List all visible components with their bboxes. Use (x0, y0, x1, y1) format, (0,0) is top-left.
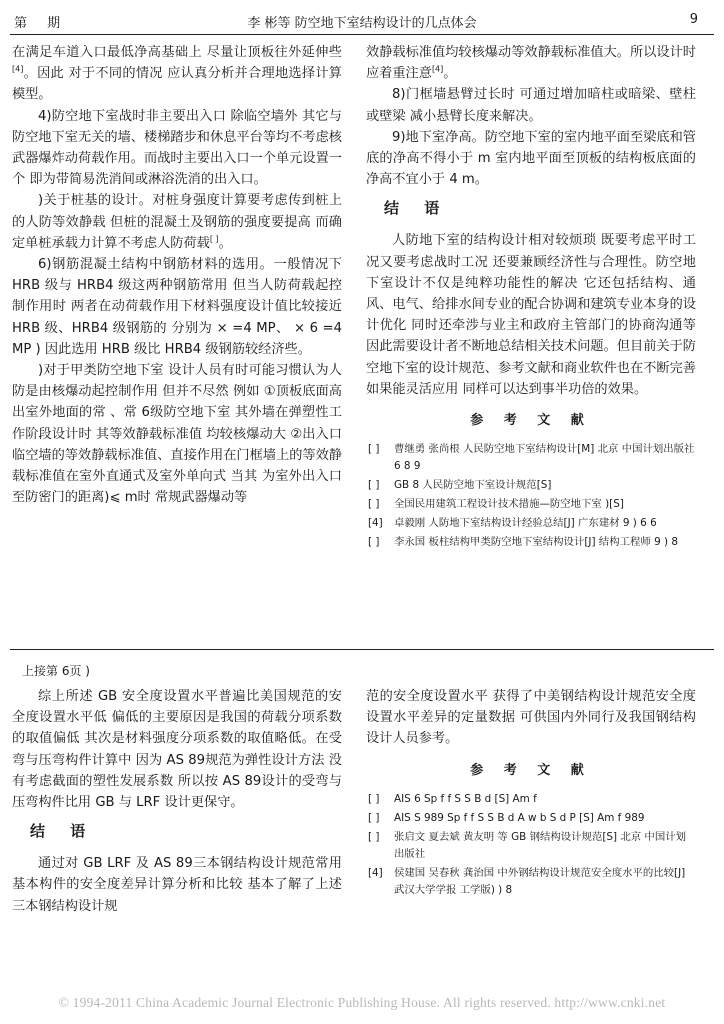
reference-number: [ ] (368, 479, 380, 492)
reference-number: [ ] (368, 792, 380, 805)
reference-text: 侯建国 吴春秋 龚治国 中外钢结构设计规范安全度水平的比较[J] 武汉大学学报 工学版) ) 8 (394, 866, 686, 896)
reference-number: [ ] (368, 811, 380, 824)
paragraph-text-tail: 。 (443, 66, 457, 82)
paragraph (12, 360, 342, 508)
reference-number: [ ] (368, 443, 380, 456)
copyright-footer: © 1994-2011 China Academic Journal Electronic Publishing House. All rights reserved. http://www.cnki.net (58, 995, 666, 1010)
citation-marker: [4] (431, 64, 444, 74)
reference-text: 曹继勇 张尚根 人民防空地下室结构设计[M] 北京 中国计划出版社 6 8 9 (394, 443, 695, 473)
paragraph-text-tail: 。 (218, 235, 232, 251)
reference-number: [4] (368, 517, 383, 530)
paragraph (12, 254, 342, 360)
reference-text: 全国民用建筑工程设计技术措施—防空地下室 )[S] (394, 498, 624, 511)
paragraph-text: 6)钢筋混凝土结构中钢筋材料的选用。一般情况下 HRB 级与 HRB4 级这两种钢筋常用 但当人防荷载起控制作用时 两者在动荷载作用下材料强度设计值比较接近 HRB 级、HRB4 级钢筋的 分别为 × =4 MP、 × 6 =4 MP ) 因此选用 HRB 级比 HRB4 级钢筋较经济些。 (12, 257, 342, 357)
conclusion-paragraph: 人防地下室的结构设计相对较烦琐 既要考虑平时工况又要考虑战时工况 还要兼顾经济性与合理性。防空地下室设计不仅是纯粹功能性的解决 它还包括结构、通风、电气、给排水间专业的配合协调和建筑专业本身的设计优化 同时还牵涉与业主和政府主管部门的协商沟通等 因此需要设计者不断地总结相关技术问题。但目前关于防空地下室的设计规范、参考文献和商业软件也在不断完善 如果能灵活应用 同样可以达到事半功倍的效果。 (366, 233, 696, 397)
paragraph-text: 综上所述 GB 安全度设置水平普遍比美国规范的安全度设置水平低 偏低的主要原因是我国的荷载分项系数的取值偏低 其次是材料强度分项系数的取值略低。在受弯与压弯构件计算中 因为 AS 89规范为弹性设计方法 没有考虑截面的塑性发展系数 所以按 AS 89设计的受弯与压弯构件比用 GB 与 LRF 设计更保守。 (12, 689, 342, 811)
reference-text: GB 8 人民防空地下室设计规范[S] (394, 479, 552, 492)
reference-entry (366, 791, 696, 808)
paragraph (366, 84, 696, 126)
reference-text: 李永国 板柱结构甲类防空地下室结构设计[J] 结构工程师 9 ) 8 (394, 536, 678, 549)
reference-entry (366, 534, 696, 551)
citation-marker: [4] (12, 64, 24, 74)
paragraph-text: )关于桩基的设计。对桩身强度计算要考虑传到桩上的人防等效静载 但桩的混凝土及钢筋的强度要提高 而确定单桩承载力计算不考虑人防荷载 (12, 193, 342, 251)
reference-entry (366, 829, 696, 863)
paragraph-text: 4)防空地下室战时非主要出入口 除临空墙外 其它与防空地下室无关的墙、楼梯踏步和休息平台等均不考虑核武器爆炸动荷载作用。而战时主要出入口一个单元设置一个 即为带简易洗消间或淋浴洗消的出入口。 (12, 108, 342, 188)
reference-text: 张启文 夏去斌 黄友明 等 GB 钢结构设计规范[S] 北京 中国计划出版社 (394, 830, 686, 860)
page-number: 9 (689, 12, 698, 27)
conclusion-heading: 结 语 (384, 199, 450, 218)
continuation-label: 上接第 6页 ) (22, 664, 90, 678)
reference-entry (366, 441, 696, 475)
section-divider (10, 649, 714, 650)
bottom-references-list (366, 791, 696, 899)
paragraph (12, 686, 342, 813)
paragraph (366, 42, 696, 84)
paragraph-text: 8)门框墙悬臂过长时 可通过增加暗柱或暗梁、壁柱或壁梁 减小悬臂长度来解决。 (366, 87, 696, 124)
paragraph-text-tail: 。因此 对于不同的情况 应认真分析并合理地选择计算模型。 (12, 66, 342, 103)
paragraph-text: 9)地下室净高。防空地下室的室内地平面至梁底和管底的净高不得小于 m 室内地平面至顶板的结构板底面的净高不宜小于 4 m。 (366, 129, 696, 188)
paragraph (12, 42, 342, 106)
references-heading: 参 考 文 献 (470, 413, 592, 429)
issue-label: 第 期 (14, 16, 69, 31)
reference-text: AIS 6 Sp f f S S B d [S] Am f (394, 792, 537, 805)
reference-text: 卓毅刚 人防地下室结构设计经验总结[J] 广东建材 9 ) 6 6 (394, 517, 657, 530)
bottom-conclusion-paragraph: 通过对 GB LRF 及 AS 89三本钢结构设计规范常用基本构件的安全度差异计算分析和比较 基本了解了上述三本钢结构设计规 (12, 856, 342, 914)
running-header (10, 8, 714, 35)
bottom-right-paragraphs (366, 686, 696, 750)
top-right-paragraphs (366, 42, 696, 190)
paragraph (366, 127, 696, 191)
bottom-conclusion-heading: 结 语 (30, 822, 96, 841)
paragraph-text: )对于甲类防空地下室 设计人员有时可能习惯认为人防是由核爆动起控制作用 但并不尽然 例如 ①顶板底面高出室外地面的常 、常 6级防空地下室 其外墙在弹塑性工作阶段设计时 其等效静载标准值 均较核爆动大 ②出入口临空墙的等效静载标准值、直接作用在门框墙上的等效静载标准值在室外直通式及室外单向式 当其 为室外出入口至防密门的距离)⩽ m时 常规武器爆动等 (12, 363, 342, 506)
paragraph-text: 在满足车道入口最低净高基础上 尽量让顶板往外延伸些 (12, 45, 342, 60)
citation-marker: [ ] (209, 234, 219, 244)
bottom-left-paragraphs (12, 686, 342, 813)
paragraph-text: 范的安全度设置水平 获得了中美钢结构设计规范安全度设置水平差异的定量数据 可供国内外同行及我国钢结构设计人员参考。 (366, 689, 696, 747)
reference-entry (366, 515, 696, 532)
reference-text: AIS S 989 Sp f f S S B d A w b S d P [S] Am f 989 (394, 811, 645, 824)
bottom-left-column (12, 686, 342, 917)
reference-entry (366, 810, 696, 827)
reference-entry (366, 865, 696, 899)
bottom-right-column (366, 686, 696, 901)
paragraph (366, 686, 696, 750)
reference-number: [ ] (368, 498, 380, 511)
reference-number: [4] (368, 866, 383, 879)
running-title: 李 彬等 防空地下室结构设计的几点体会 (247, 16, 477, 31)
paragraph (12, 190, 342, 254)
references-list (366, 441, 696, 551)
bottom-references-heading: 参 考 文 献 (470, 762, 592, 778)
reference-entry (366, 496, 696, 513)
top-left-column (12, 42, 342, 508)
paragraph-text: 效静载标准值均较核爆动等效静载标准值大。所以设计时应着重注意 (366, 45, 696, 82)
reference-number: [ ] (368, 830, 380, 843)
reference-number: [ ] (368, 536, 380, 549)
top-right-column (366, 42, 696, 553)
paragraph (12, 106, 342, 191)
reference-entry (366, 477, 696, 494)
